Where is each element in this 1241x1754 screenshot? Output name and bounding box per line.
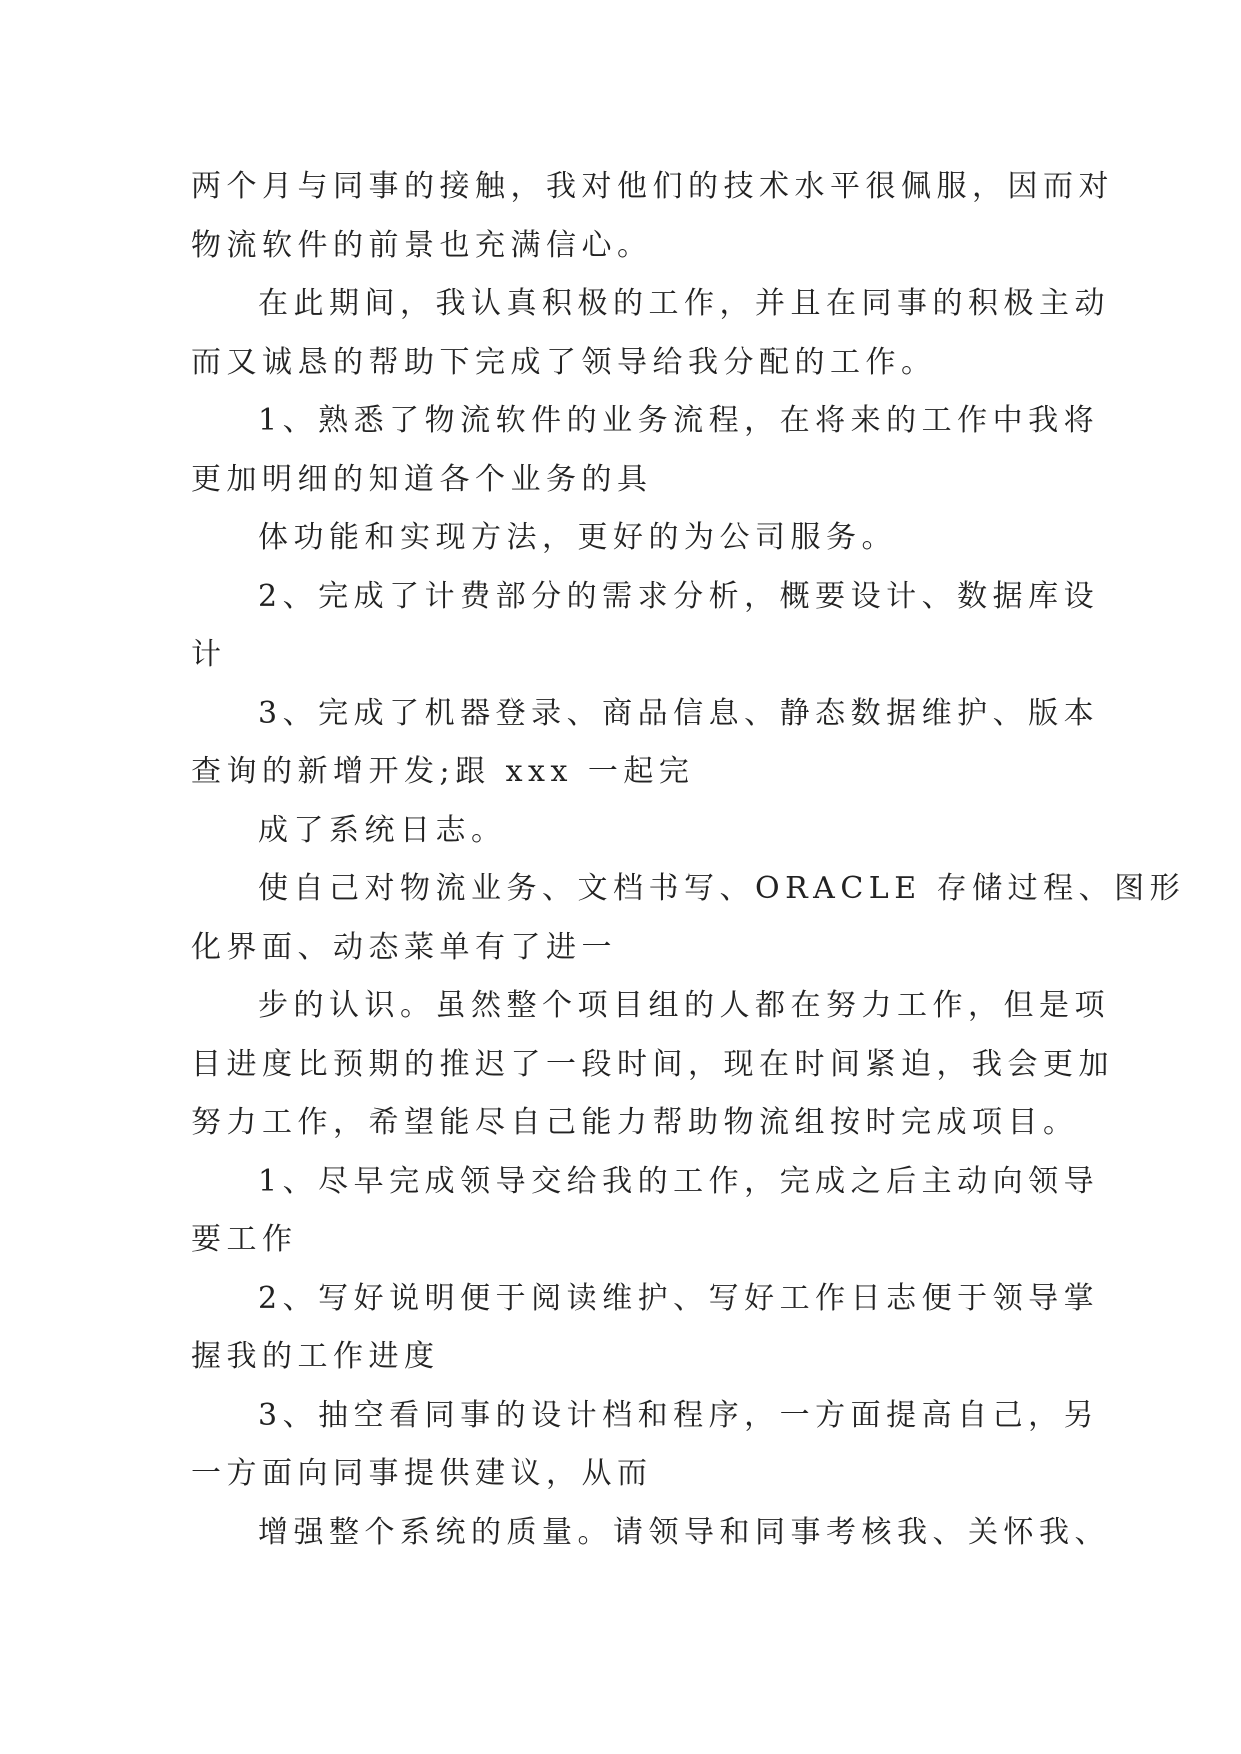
text-line: 计 <box>191 637 227 672</box>
text-line: 一方面向同事提供建议，从而 <box>191 1456 653 1491</box>
text-line: 增强整个系统的质量。请领导和同事考核我、关怀我、 <box>258 1514 1110 1550</box>
text-line: 2、完成了计费部分的需求分析，概要设计、数据库设 <box>258 578 1100 614</box>
text-line: 握我的工作进度 <box>191 1339 440 1374</box>
text-line: 要工作 <box>191 1222 298 1257</box>
text-line: 两个月与同事的接触，我对他们的技术水平很佩服，因而对 <box>191 169 1114 204</box>
text-line: 目进度比预期的推迟了一段时间，现在时间紧迫，我会更加 <box>191 1046 1114 1082</box>
text-line: 步的认识。虽然整个项目组的人都在努力工作，但是项 <box>258 988 1110 1023</box>
text-line: 查询的新增开发;跟 xxx 一起完 <box>191 754 695 789</box>
text-line: 化界面、动态菜单有了进一 <box>191 929 617 965</box>
text-line: 体功能和实现方法，更好的为公司服务。 <box>258 520 897 555</box>
text-line: 在此期间，我认真积极的工作，并且在同事的积极主动 <box>258 286 1110 321</box>
text-line: 努力工作，希望能尽自己能力帮助物流组按时完成项目。 <box>191 1105 1079 1140</box>
text-line: 成了系统日志。 <box>258 812 507 848</box>
text-line: 物流软件的前景也充满信心。 <box>191 227 653 263</box>
text-line: 1、尽早完成领导交给我的工作，完成之后主动向领导 <box>258 1163 1100 1199</box>
text-line: 使自己对物流业务、文档书写、ORACLE 存储过程、图形 <box>258 871 1186 906</box>
document-body <box>191 158 1186 1562</box>
text-line: 2、写好说明便于阅读维护、写好工作日志便于领导掌 <box>258 1280 1100 1316</box>
text-line: 3、抽空看同事的设计档和程序，一方面提高自己，另 <box>258 1397 1100 1433</box>
text-line: 1、熟悉了物流软件的业务流程，在将来的工作中我将 <box>258 403 1100 438</box>
text-line: 而又诚恳的帮助下完成了领导给我分配的工作。 <box>191 344 937 380</box>
text-line: 更加明细的知道各个业务的具 <box>191 461 653 497</box>
text-line: 3、完成了机器登录、商品信息、静态数据维护、版本 <box>258 695 1100 731</box>
